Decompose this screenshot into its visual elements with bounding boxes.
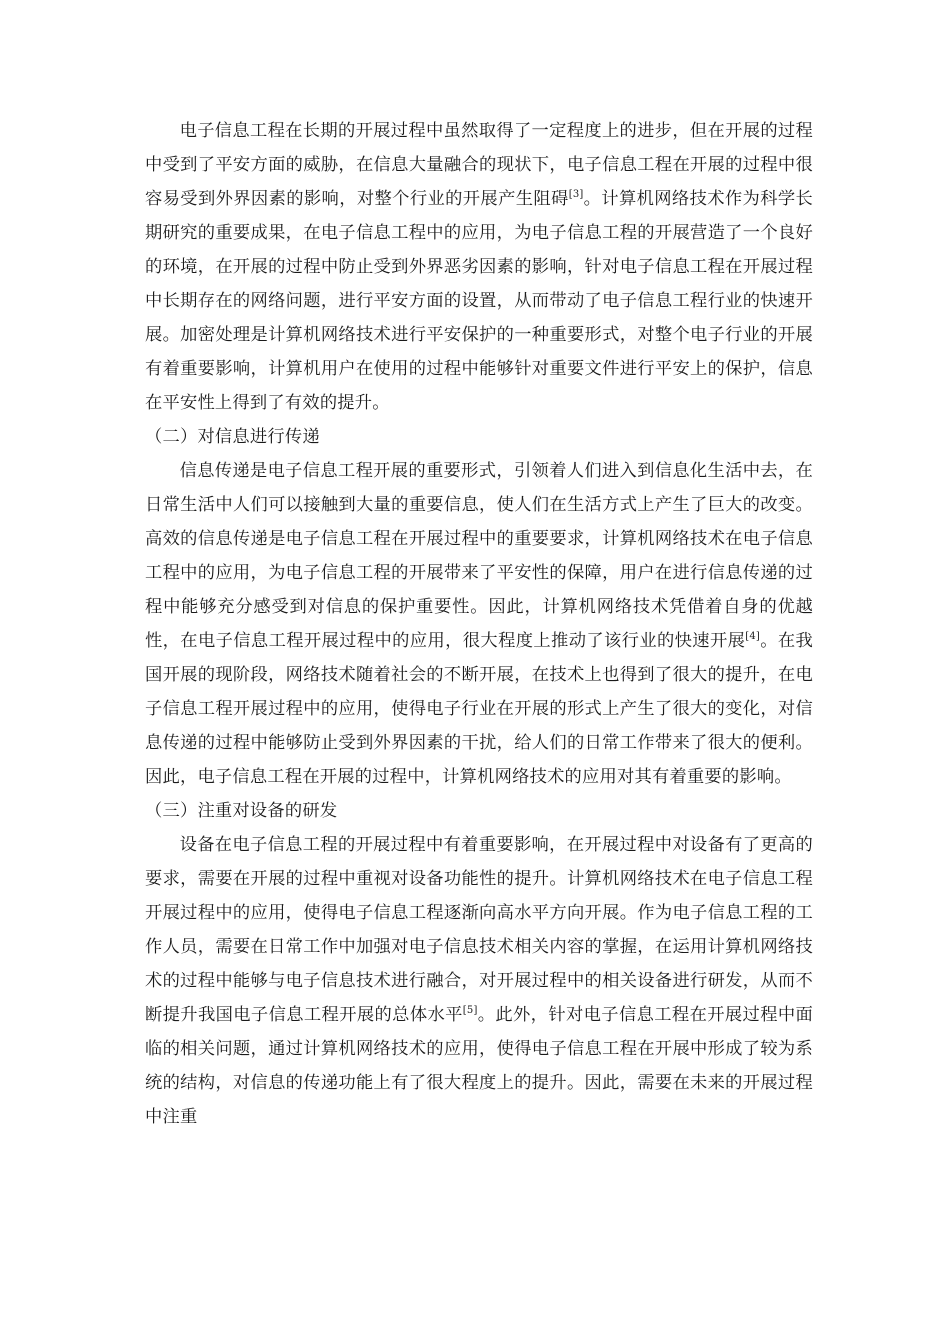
citation-marker: [5] [462,1005,478,1017]
paragraph-text: 电子信息工程在长期的开展过程中虽然取得了一定程度上的进步，但在开展的过程中受到了平安方面的威胁，在信息大量融合的现状下，电子信息工程在开展的过程中很容易受到外界因素的影响，对整个行业的开展产生阻碍 [145,121,813,209]
body-paragraph [145,454,813,794]
paragraph-text: 。此外，针对电子信息工程在开展过程中面临的相关问题，通过计算机网络技术的应用，使得电子信息工程在开展中形成了较为系统的结构，对信息的传递功能上有了很大程度上的提升。因此，需要在未来的开展过程中注重 [145,1005,813,1127]
paragraph-text: 设备在电子信息工程的开展过程中有着重要影响，在开展过程中对设备有了更高的要求，需要在开展的过程中重视对设备功能性的提升。计算机网络技术在电子信息工程开展过程中的应用，使得电子信息工程逐渐向高水平方向开展。作为电子信息工程的工作人员，需要在日常工作中加强对电子信息技术相关内容的掌握，在运用计算机网络技术的过程中能够与电子信息技术进行融合，对开展过程中的相关设备进行研发，从而不断提升我国电子信息工程开展的总体水平 [145,835,813,1025]
paragraph-text: 信息传递是电子信息工程开展的重要形式，引领着人们进入到信息化生活中去，在日常生活中人们可以接触到大量的重要信息，使人们在生活方式上产生了巨大的改变。高效的信息传递是电子信息工程在开展过程中的重要要求，计算机网络技术在电子信息工程中的应用，为电子信息工程的开展带来了平安性的保障，用户在进行信息传递的过程中能够充分感受到对信息的保护重要性。因此，计算机网络技术凭借着自身的优越性，在电子信息工程开展过程中的应用，很大程度上推动了该行业的快速开展 [145,461,813,651]
document-body [145,114,813,1134]
body-paragraph [145,114,813,420]
section-heading [145,794,813,828]
paragraph-text: （三）注重对设备的研发 [145,801,338,821]
citation-marker: [4] [745,631,761,643]
citation-marker: [3] [568,189,584,201]
body-paragraph [145,828,813,1134]
paragraph-text: 。在我国开展的现阶段，网络技术随着社会的不断开展，在技术上也得到了很大的提升，在电子信息工程开展过程中的应用，使得电子行业在开展的形式上产生了很大的变化，对信息传递的过程中能够防止受到外界因素的干扰，给人们的日常工作带来了很大的便利。因此，电子信息工程在开展的过程中，计算机网络技术的应用对其有着重要的影响。 [145,631,813,787]
paragraph-text: 。计算机网络技术作为科学长期研究的重要成果，在电子信息工程中的应用，为电子信息工程的开展营造了一个良好的环境，在开展的过程中防止受到外界恶劣因素的影响，针对电子信息工程在开展过程中长期存在的网络问题，进行平安方面的设置，从而带动了电子信息工程行业的快速开展。加密处理是计算机网络技术进行平安保护的一种重要形式，对整个电子行业的开展有着重要影响，计算机用户在使用的过程中能够针对重要文件进行平安上的保护，信息在平安性上得到了有效的提升。 [145,189,813,413]
paragraph-text: （二）对信息进行传递 [145,427,320,447]
section-heading [145,420,813,454]
